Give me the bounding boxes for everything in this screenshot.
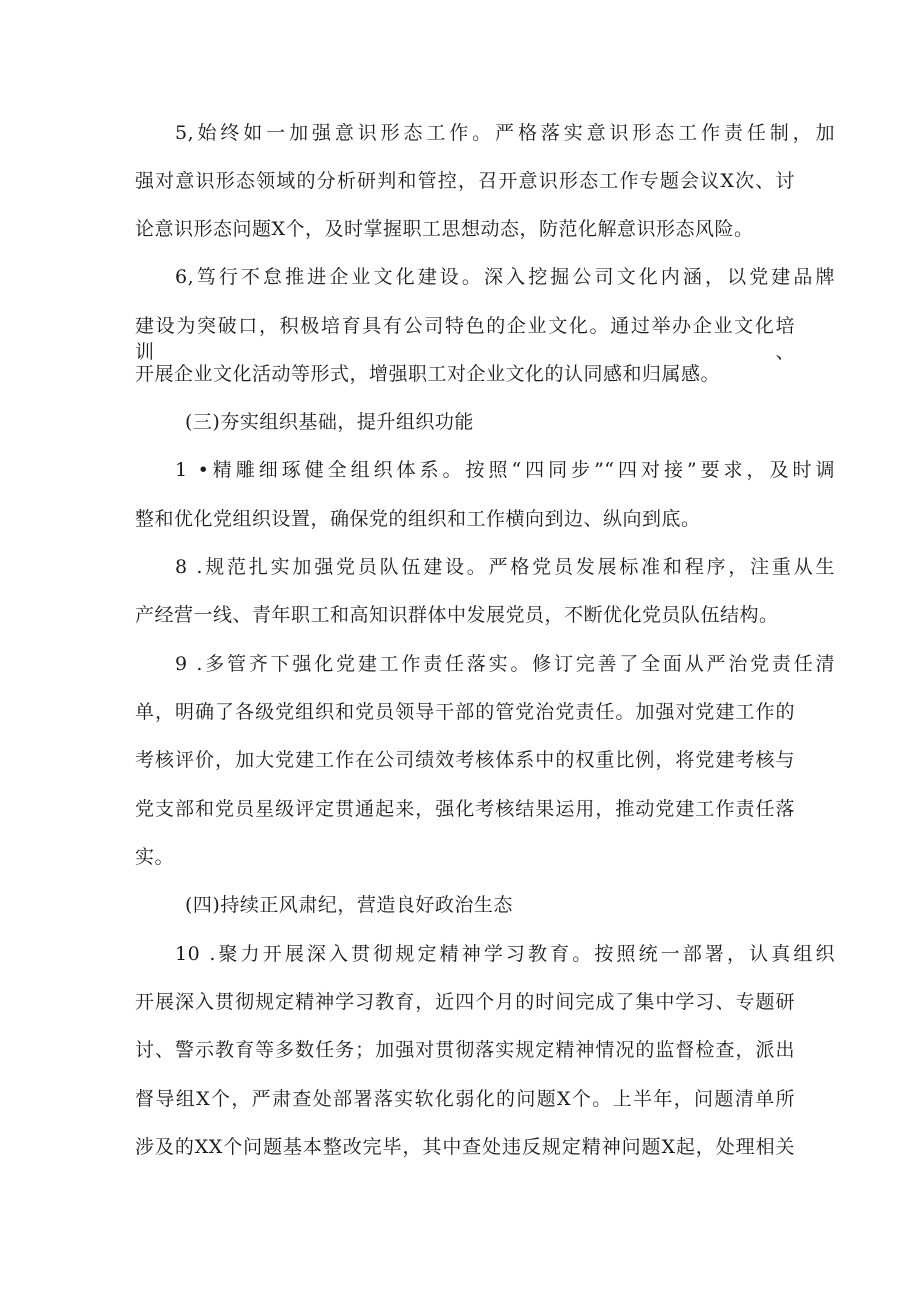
- paragraph-9-line-5: 实。: [135, 846, 175, 868]
- paragraph-6-line-1: 6,笃行不怠推进企业文化建设。深入挖掘公司文化内涵，以党建品牌: [175, 266, 835, 288]
- paragraph-6-line-3: 开展企业文化活动等形式，增强职工对企业文化的认同感和归属感。: [135, 363, 721, 385]
- paragraph-10-line-1: 10 .聚力开展深入贯彻规定精神学习教育。按照统一部署，认真组织: [175, 943, 835, 965]
- paragraph-9-line-4: 党支部和党员星级评定贯通起来，强化考核结果运用，推动党建工作责任落: [135, 798, 795, 820]
- paragraph-10-line-2: 开展深入贯彻规定精神学习教育，近四个月的时间完成了集中学习、专题研: [135, 991, 795, 1013]
- section-heading-3: (三)夯实组织基础，提升组织功能: [185, 411, 474, 433]
- paragraph-8-line-1: 8 .规范扎实加强党员队伍建设。严格党员发展标准和程序，注重从生: [175, 556, 835, 578]
- paragraph-1-line-1: 1 •精雕细琢健全组织体系。按照“四同步”“四对接”要求，及时调: [175, 459, 835, 481]
- paragraph-9-line-2: 单，明确了各级党组织和党员领导干部的管党治党责任。加强对党建工作的: [135, 701, 795, 723]
- paragraph-8-line-2: 产经营一线、青年职工和高知识群体中发展党员，不断优化党员队伍结构。: [135, 604, 779, 626]
- paragraph-1-line-2: 整和优化党组织设置，确保党的组织和工作横向到边、纵向到底。: [135, 508, 701, 530]
- paragraph-5-line-1: 5,始终如一加强意识形态工作。严格落实意识形态工作责任制，加: [175, 122, 835, 144]
- section-heading-4: (四)持续正风肃纪，营造良好政治生态: [185, 894, 513, 916]
- paragraph-10-line-5: 涉及的XX个问题基本整改完毕，其中查处违反规定精神问题X起，处理相关: [135, 1136, 795, 1158]
- paragraph-9-line-1: 9 .多管齐下强化党建工作责任落实。修订完善了全面从严治党责任清: [175, 653, 835, 675]
- paragraph-6-line-2: 建设为突破口，积极培育具有公司特色的企业文化。通过举办企业文化培训、: [135, 315, 795, 363]
- paragraph-9-line-3: 考核评价，加大党建工作在公司绩效考核体系中的权重比例，将党建考核与: [135, 749, 795, 771]
- paragraph-5-line-2: 强对意识形态领域的分析研判和管控，召开意识形态工作专题会议X次、讨: [135, 170, 795, 192]
- paragraph-5-line-3: 论意识形态问题X个，及时掌握职工思想动态，防范化解意识形态风险。: [135, 218, 754, 240]
- paragraph-10-line-3: 讨、警示教育等多数任务；加强对贯彻落实规定精神情况的监督检查，派出: [135, 1039, 795, 1061]
- paragraph-10-line-4: 督导组X个，严肃查处部署落实软化弱化的问题X个。上半年，问题清单所: [135, 1088, 795, 1110]
